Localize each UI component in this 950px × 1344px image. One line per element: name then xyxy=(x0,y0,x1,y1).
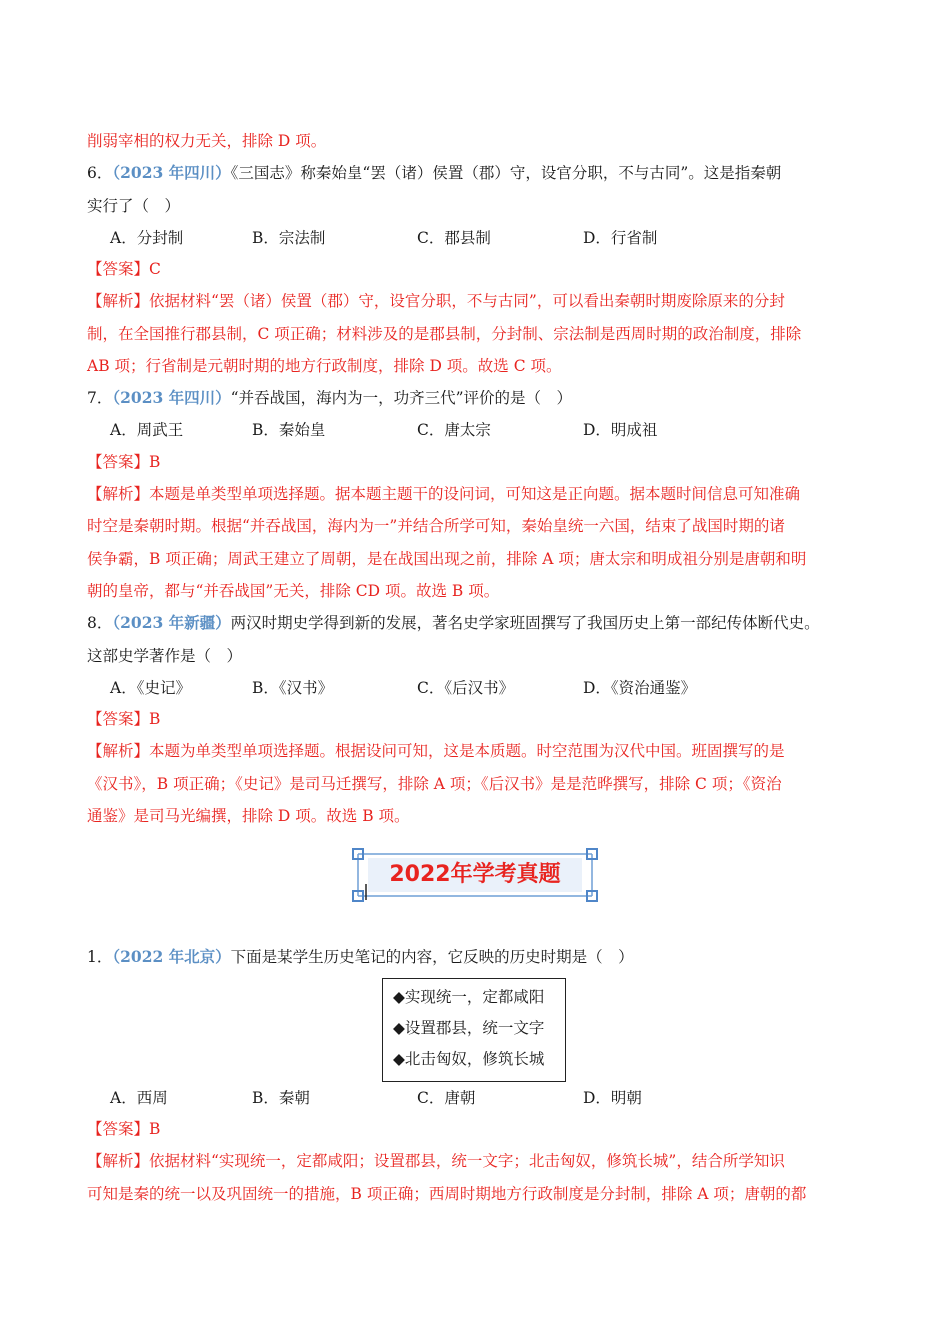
question-7-analysis-line: 【解析】本题是单类型单项选择题。据本题主题干的设问词，可知这是正向题。据本题时间信息可知准确 xyxy=(87,485,801,503)
question-7-analysis-line: 时空是秦朝时期。根据“并吞战国，海内为一”并结合所学可知，秦始皇统一六国，结束了战国时期的诸 xyxy=(87,517,785,535)
material-line: ◆设置郡县，统一文字 xyxy=(393,1019,545,1037)
question-8-answer: 【答案】B xyxy=(87,710,161,728)
question-7-analysis-line: 朝的皇帝，都与“并吞战国”无关，排除 CD 项。故选 B 项。 xyxy=(87,582,500,600)
question-6-stem-cont: 实行了（ ） xyxy=(87,197,181,215)
question-text: 《三国志》称秦始皇“罢（诸）侯置（郡）守，设官分职，不与古同”。这是指秦朝 xyxy=(230,164,782,182)
option-a: A．西周 xyxy=(110,1089,168,1107)
question-text: 两汉时期史学得到新的发展，著名史学家班固撰写了我国历史上第一部纪传体断代史。 xyxy=(230,614,820,632)
option-c: C．郡县制 xyxy=(417,229,491,247)
question-8-analysis-line: 【解析】本题为单类型单项选择题。根据设问可知，这是本质题。时空范围为汉代中国。班固撰写的是 xyxy=(87,742,785,760)
option-d: D．《资治通鉴》 xyxy=(583,679,697,697)
question-6-stem xyxy=(87,162,862,184)
option-d: D．行省制 xyxy=(583,229,658,247)
option-c: C．唐朝 xyxy=(417,1089,476,1107)
question-number: 6． xyxy=(87,164,113,182)
question-6-analysis-line: 制，在全国推行郡县制，C 项正确；材料涉及的是郡县制，分封制、宗法制是西周时期的政治制度，排除 xyxy=(87,325,802,343)
banner-title: 2022年学考真题 xyxy=(389,862,561,887)
question-1-analysis-line: 【解析】依据材料“实现统一，定都咸阳；设置郡县，统一文字；北击匈奴，修筑长城”，结合所学知识 xyxy=(87,1152,785,1170)
option-c: C．唐太宗 xyxy=(417,421,491,439)
question-source: （2023 年新疆） xyxy=(112,613,231,632)
question-1-answer: 【答案】B xyxy=(87,1120,161,1138)
question-8-analysis-line: 通鉴》是司马光编撰，排除 D 项。故选 B 项。 xyxy=(87,807,410,825)
option-a: A．《史记》 xyxy=(110,679,191,697)
question-source: （2022 年北京） xyxy=(112,947,231,966)
option-b: B．秦始皇 xyxy=(252,421,326,439)
question-7-analysis-line: 侯争霸，B 项正确；周武王建立了周朝，是在战国出现之前，排除 A 项；唐太宗和明成祖分别是唐朝和明 xyxy=(87,550,807,568)
material-line: ◆北击匈奴，修筑长城 xyxy=(393,1050,545,1068)
previous-analysis-tail: 削弱宰相的权力无关，排除 D 项。 xyxy=(87,132,327,150)
question-1-analysis-line: 可知是秦的统一以及巩固统一的措施，B 项正确；西周时期地方行政制度是分封制，排除 A 项；唐朝的都 xyxy=(87,1185,807,1203)
option-b: B．宗法制 xyxy=(252,229,326,247)
question-number: 8． xyxy=(87,614,113,632)
question-number: 7． xyxy=(87,389,113,407)
option-d: D．明朝 xyxy=(583,1089,642,1107)
question-source: （2023 年四川） xyxy=(112,388,231,407)
question-8-stem-cont: 这部史学著作是（ ） xyxy=(87,647,243,665)
question-6-analysis-line: AB 项；行省制是元朝时期的地方行政制度，排除 D 项。故选 C 项。 xyxy=(87,357,562,375)
option-a: A．周武王 xyxy=(110,421,184,439)
question-6-analysis-line: 【解析】依据材料“罢（诸）侯置（郡）守，设官分职，不与古同”，可以看出秦朝时期废除原来的分封 xyxy=(87,292,785,310)
question-text: 下面是某学生历史笔记的内容，它反映的历史时期是（ ） xyxy=(230,948,634,966)
question-8-analysis-line: 《汉书》，B 项正确；《史记》是司马迁撰写，排除 A 项；《后汉书》是是范晔撰写，排除 C 项；《资治 xyxy=(87,775,782,793)
option-b: B．《汉书》 xyxy=(252,679,334,697)
question-source: （2023 年四川） xyxy=(112,163,231,182)
question-7-stem xyxy=(87,387,862,409)
question-8-stem xyxy=(87,612,862,634)
option-c: C．《后汉书》 xyxy=(417,679,515,697)
material-box xyxy=(382,978,566,1082)
material-line: ◆实现统一，定都咸阳 xyxy=(393,988,545,1006)
question-text: “并吞战国，海内为一，功齐三代”评价的是（ ） xyxy=(230,389,573,407)
option-a: A．分封制 xyxy=(110,229,184,247)
option-d: D．明成祖 xyxy=(583,421,658,439)
question-1-stem xyxy=(87,946,862,968)
question-7-answer: 【答案】B xyxy=(87,453,161,471)
question-number: 1． xyxy=(87,948,113,966)
question-6-answer: 【答案】C xyxy=(87,260,161,278)
section-banner xyxy=(352,848,598,902)
option-b: B．秦朝 xyxy=(252,1089,310,1107)
